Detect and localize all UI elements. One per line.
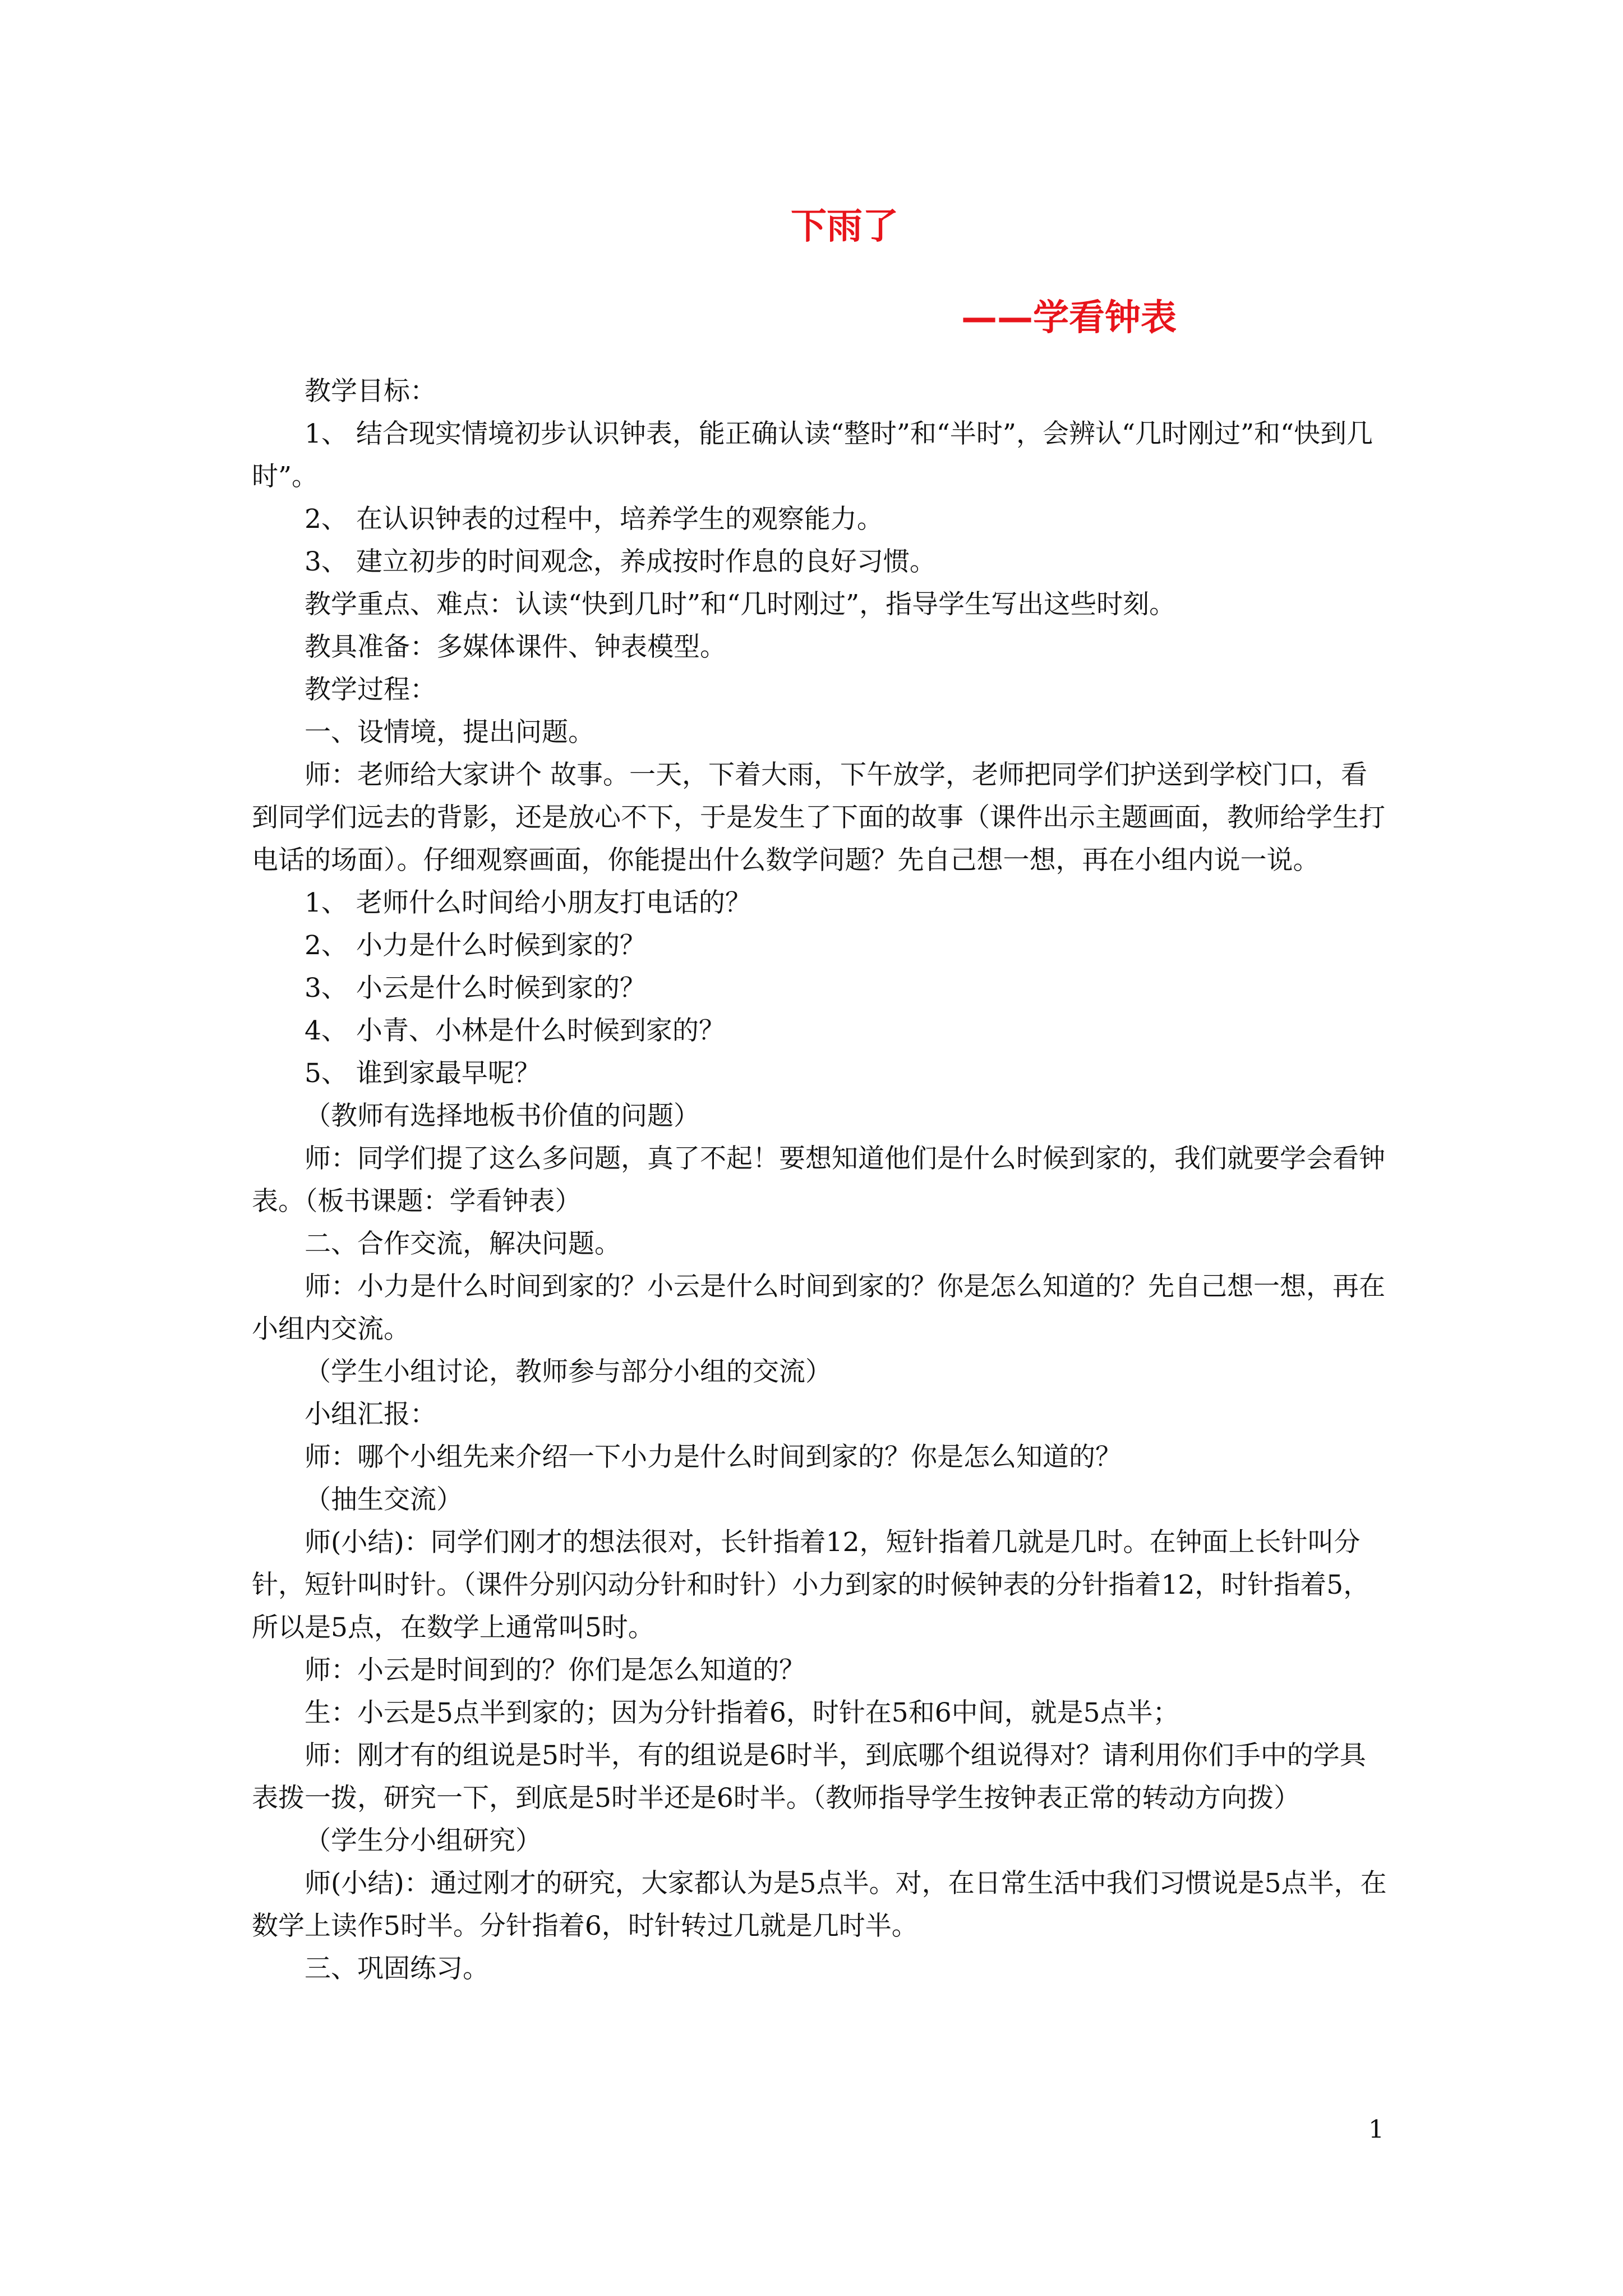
paragraph-process-heading: 教学过程： <box>305 674 436 705</box>
paragraph-student-exchange: （抽生交流） <box>305 1484 463 1515</box>
paragraph-group-research: （学生分小组研究） <box>305 1825 542 1856</box>
paragraph-question-1: 1、 老师什么时间给小朋友打电话的？ <box>305 887 751 918</box>
paragraph-question-3: 3、 小云是什么时候到家的？ <box>305 973 646 1004</box>
document-body <box>252 370 1388 1990</box>
document-title: 下雨了 <box>791 206 898 247</box>
document-subtitle: ——学看钟表 <box>961 297 1177 339</box>
paragraph-teacher-dispute: 师：刚才有的组说是5时半，有的组说是6时半，到底哪个组说得对？请利用你们手中的学具表拨一拨，研究一下，到底是5时半还是6时半。（教师指导学生按钟表正常的转动方向拨） <box>252 1740 1366 1814</box>
paragraph-group-discussion: （学生小组讨论，教师参与部分小组的交流） <box>305 1356 832 1387</box>
paragraph-student-answer: 生：小云是5点半到家的；因为分针指着6，时针在5和6中间，就是5点半； <box>305 1697 1179 1728</box>
paragraph-summary-2: 师(小结)：通过刚才的研究，大家都认为是5点半。对，在日常生活中我们习惯说是5点半，在数学上读作5时半。分针指着6，时针转过几就是几时半。 <box>252 1868 1387 1941</box>
paragraph-goal-3: 3、 建立初步的时间观念，养成按时作息的良好习惯。 <box>305 546 936 577</box>
paragraph-section-1-heading: 一、设情境，提出问题。 <box>305 717 594 748</box>
paragraph-teacher-question: 师：小力是什么时间到家的？小云是什么时间到家的？你是怎么知道的？先自己想一想，再在小组内交流。 <box>252 1271 1385 1345</box>
page-number: 1 <box>1368 2115 1384 2144</box>
paragraph-story: 师：老师给大家讲个 故事。一天，下着大雨，下午放学，老师把同学们护送到学校门口，看到同学们远去的背影，还是放心不下，于是发生了下面的故事（课件出示主题画面，教师给学生打电话的场面）。仔细观察画面，你能提出什么数学问题？先自己想一想，再在小组内说一说。 <box>252 760 1385 876</box>
paragraph-note-blackboard: （教师有选择地板书价值的问题） <box>305 1101 700 1131</box>
paragraph-teacher-praise: 师：同学们提了这么多问题，真了不起！要想知道他们是什么时候到家的，我们就要学会看钟表。（板书课题：学看钟表） <box>252 1143 1385 1217</box>
paragraph-goal-2: 2、 在认识钟表的过程中，培养学生的观察能力。 <box>305 504 883 535</box>
paragraph-section-2-heading: 二、合作交流，解决问题。 <box>305 1228 621 1259</box>
paragraph-teacher-ask-group: 师：哪个小组先来介绍一下小力是什么时间到家的？你是怎么知道的？ <box>305 1442 1122 1473</box>
paragraph-materials: 教具准备：多媒体课件、钟表模型。 <box>305 632 726 662</box>
paragraph-question-4: 4、 小青、小林是什么时候到家的？ <box>305 1015 725 1046</box>
paragraph-group-report: 小组汇报： <box>305 1399 436 1430</box>
paragraph-summary-1: 师(小结)：同学们刚才的想法很对，长针指着12，短针指着几就是几时。在钟面上长针叫分针，短针叫时针。（课件分别闪动分针和时针）小力到家的时候钟表的分针指着12，时针指着5，所以是5点，在数学上通常叫5时。 <box>252 1527 1370 1643</box>
paragraph-goal-1: 1、 结合现实情境初步认识钟表，能正确认读“整时”和“半时”，会辨认“几时刚过”和“快到几时”。 <box>252 418 1373 492</box>
paragraph-question-5: 5、 谁到家最早呢？ <box>305 1058 541 1089</box>
paragraph-teacher-ask-xiaoyun: 师：小云是时间到的？你们是怎么知道的？ <box>305 1655 805 1686</box>
paragraph-section-3-heading: 三、巩固练习。 <box>305 1953 489 1984</box>
paragraph-question-2: 2、 小力是什么时候到家的？ <box>305 930 646 961</box>
paragraph-key-points: 教学重点、难点：认读“快到几时”和“几时刚过”，指导学生写出这些时刻。 <box>305 589 1176 620</box>
paragraph-teaching-goals-heading: 教学目标： <box>305 376 436 407</box>
